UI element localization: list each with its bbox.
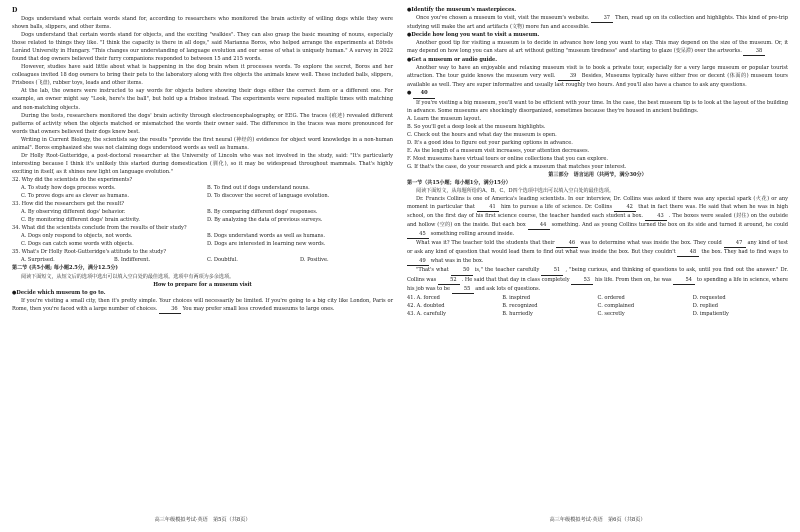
choice-item: B. So you'll get a deep look at the museum highlights. [407,123,546,130]
choice-item: D. It's a good idea to figure out your parking options in advance. [407,139,573,146]
blank-52: 52 [438,276,460,285]
section-instruction: 阅读下面短文，从短文后的选项中选出可以填入空白处的最佳选项。选项中有两项为多余选项。 [21,273,235,280]
option: C. ordered [597,294,625,301]
question-stem: 34. What did the scientists conclude from the results of their study? [12,225,187,232]
bullet-heading: ●Decide which museum to go to. [12,289,106,296]
option: C. Dogs can catch some words with objects. [21,241,134,248]
paragraph: "That's what 50 is," the teacher carefully 51 , "being curious, and thinking of questions to ask, until you find out the answer." Dr. Collins was 52 . He said that that day in class completely 53 his life. From then on, he was 54 to spending a life in science, where his job was to be 55 and ask lots of questions. [407,266,788,293]
paragraph: Dogs understand that certain words stand for objects, and the exciting "walkies". They can also grasp the basic meaning of nouns, especially those related to things they like. "I think the capacity is there in all dogs," said Marianna Boros, who helped arrange the experiments at Eötvös Loránd University in Hungary. "This changes our understanding of language evolution and our sense of what is uniquely human." A survey in 2022 found that dog owners believed their furry companions responded to between 15 and 215 words. [12,32,393,63]
paragraph: During the tests, researchers monitored the dogs' brain activity through electroencephalography, or EEG. The traces (痕迹) revealed different patterns of activity when the objects matched or mismatched the words their owner said. The difference in the traces was more pronounced for words that owners believed their dogs knew best. [12,112,393,135]
paragraph: At the lab, the owners were instructed to say words for objects before showing their dogs either the correct item or a different one. For example, an owner might say "Look, here's the ball", but hold up a frisbee instead. The experiments were repeated multiple times with matching and non-matching objects. [12,88,393,111]
blank-55: 55 [452,285,474,294]
paragraph: Dogs understand what certain words stand for, according to researchers who monitored the brain activity of willing dogs while they were shown balls, slippers, and other items. [12,16,393,31]
paragraph: If you're visiting a big museum, you'll want to be efficient with your time. In the case, the best museum tip is to look at the layout of the building in advance. Some museums are shockingly disorganized, sometimes because they're housed in ancient buildings. [407,99,788,114]
blank-53: 53 [571,276,593,285]
blank-45: 45 [407,230,429,239]
blank-39: 39 [558,72,580,81]
left-column [12,6,393,526]
bullet-heading: ● 40 [407,89,788,98]
answer-row-43 [407,310,788,318]
right-column [407,6,788,526]
option: D. impatiently [692,310,729,317]
option: B. By comparing different dogs' responses. [207,209,318,216]
option: D. Dogs are interested in learning new words. [207,241,326,248]
option: A. Dogs only respond to objects, not words. [21,233,133,240]
question-33 [12,200,393,224]
part-title: 第三部分 语言运用（共两节，满分30分） [548,171,647,178]
option: B. hurriedly [502,310,533,317]
paragraph: Another good tip for visiting a museum is to decide in advance how long you want to stay. This may depend on the size of the museum. Or, it may depend on how long you can stare at art without getting "museum tiredness" and starting to glaze (变呆滞) over the artworks. 38 [407,39,788,56]
choice-item: C. Check out the hours and what day the museum is open. [407,131,557,138]
question-stem: 35. What's Dr Holly Root-Gutteridge's attitude to the study? [12,249,167,256]
option: D. Positive. [300,257,329,264]
blank-41: 41 [477,203,499,212]
option: A. By observing different dogs' behavior. [21,209,126,216]
option: C. To prove dogs are as clever as humans. [21,193,129,200]
blank-50: 50 [451,266,473,275]
option: 42. A. doubted [407,302,445,309]
answer-row-42 [407,302,788,310]
bullet-heading: ●Get a museum or audio guide. [407,57,498,64]
answer-row-41 [407,294,788,302]
bullet-heading: ●Identify the museum's masterpieces. [407,7,516,13]
blank-49: 49 [407,257,429,266]
option: C. By monitoring different dogs' brain activity. [21,217,140,224]
blank-38: 38 [743,47,765,56]
passage-title: How to prepare for a museum visit [153,281,252,288]
blank-42: 42 [614,203,636,212]
choice-list [407,115,788,171]
question-35 [12,248,393,264]
option: D. requested [692,294,726,301]
blank-47: 47 [724,239,746,248]
blank-40: 40 [413,89,435,98]
bullet-heading: ●Decide how long you want to visit a museum. [407,32,540,39]
section-instruction: 阅读下面短文，从每题所给的A、B、C、D四个选项中选出可以填入空白处的最佳选项。 [416,188,614,195]
blank-36: 36 [159,305,181,314]
paragraph: Once you've chosen a museum to visit, visit the museum's website. 37 Then, read up on its collection and highlights. This kind of pre-trip studying will make the art and artifacts (文物) more fun and accessible. [407,15,788,31]
option: C. complained [597,302,635,309]
option: D. replied [692,302,718,309]
option: C. Doubtful. [207,257,238,264]
paragraph: What was it? The teacher told the students that their 46 was to determine what was inside the box. They could 47 any kind of test or ask any kind of question that would lead them to find out what was inside the box. But they couldn't 48 the box. They had to find ways to 49 what was in the box. [407,239,788,266]
choice-item: A. Learn the museum layout. [407,115,482,122]
option: B. inspired [502,294,531,301]
option: B. Indifferent. [114,257,151,264]
choice-item: G. If that's the case, do your research and pick a museum that matches your interest. [407,163,627,170]
option: D. To discover the secret of language evolution. [207,193,330,200]
paragraph: However, studies have said little about what is happening in the dog brain when it processes words. To explore the secret, Boros and her colleagues invited 18 dog owners to bring their pets to the laboratory along with five objects the animals knew well. These included balls, slippers, Frisbees (飞盘), rubber toys, leads and other items. [12,64,393,87]
choice-item: F. Most museums have virtual tours or online collections that you can explore. [407,155,609,162]
blank-51: 51 [541,266,563,275]
option: D. By analyzing the data of previous surveys. [207,217,323,224]
blank-46: 46 [556,239,578,248]
option: 41. A. forced [407,294,440,301]
page-footer: 高三年级模拟考试·英语 第5页（共8页） [154,517,251,523]
paragraph: Dr Holly Root-Gutteridge, a post-doctoral researcher at the University of Lincoln who was not involved in the study, said: "It's particularly interesting because I think it's unlikely this started during domestication (驯化), so it may be widespread throughout mammals. That's highly exciting in itself, as it shines new light on language evolution." [12,152,393,175]
blank-48: 48 [677,248,699,257]
paragraph: If you're visiting a small city, then it's pretty simple. Your choices will necessarily be limited. If you're going to a big city like London, Paris or Rome, then you're faced with a large number of choices. 36 You may prefer small less crowded museums to large ones. [12,297,393,314]
question-32 [12,176,393,200]
question-stem: 33. How did the researchers get the result? [12,201,125,208]
option: 43. A. carefully [407,310,446,317]
paragraph: Dr. Francis Collins is one of America's leading scientists. In our interview, Dr. Collins was asked if there was any special spark (火花) or any moment in particular that 41 him to pursue a life of science. Dr. Collins 42 that in fact there was. He said that when he was in high school, on the first day of his first science course, the teacher handed each student a box. 43 . The boxes were sealed (封住) on the outside and hollow (空的) on the inside. But each box 44 something. And as young Collins turned the box on its side and turned it around, he could 45 something rolling around inside. [407,195,788,239]
question-stem: 32. Why did the scientists do the experiments? [12,176,133,183]
blank-37: 37 [591,14,613,23]
paragraph: Another way to have an enjoyable and relaxing museum visit is to book a private tour, especially for a very large museum or popular tourist attraction. The tour guide knows the museum very well. 39 Besides, Museums typically have either free or decent (体面的) museum tours available as well. They are super informative and usually last roughly two hours. And you'll also have a chance to ask any questions. [407,65,788,89]
page-footer: 高三年级模拟考试·英语 第6页（共8页） [549,517,646,523]
blank-43: 43 [645,212,667,221]
blank-44: 44 [528,221,550,230]
section-title: 第二节 (共5小题; 每小题2.5分，满分12.5分) [12,265,118,272]
paragraph: Writing in Current Biology, the scientists say the results "provide the first neural (神经的) evidence for object word knowledge in a non-human animal". Boros emphasized she was not claiming dogs understood words as well as humans. [12,136,393,151]
option: A. To study how dogs process words. [21,184,116,191]
option: B. Dogs understand words as well as humans. [207,233,325,240]
option: B. To find out if dogs understand nouns. [207,184,310,191]
option: A. Surprised. [21,257,55,264]
option: C. secretly [597,310,625,317]
passage-label: D [12,7,18,14]
question-34 [12,224,393,248]
choice-item: E. As the length of a museum visit increases, your attention decreases. [407,147,590,154]
blank-54: 54 [673,276,695,285]
option: B. recognized [502,302,538,309]
section-title: 第一节（共15小题；每小题1分，满分15分） [407,179,511,186]
